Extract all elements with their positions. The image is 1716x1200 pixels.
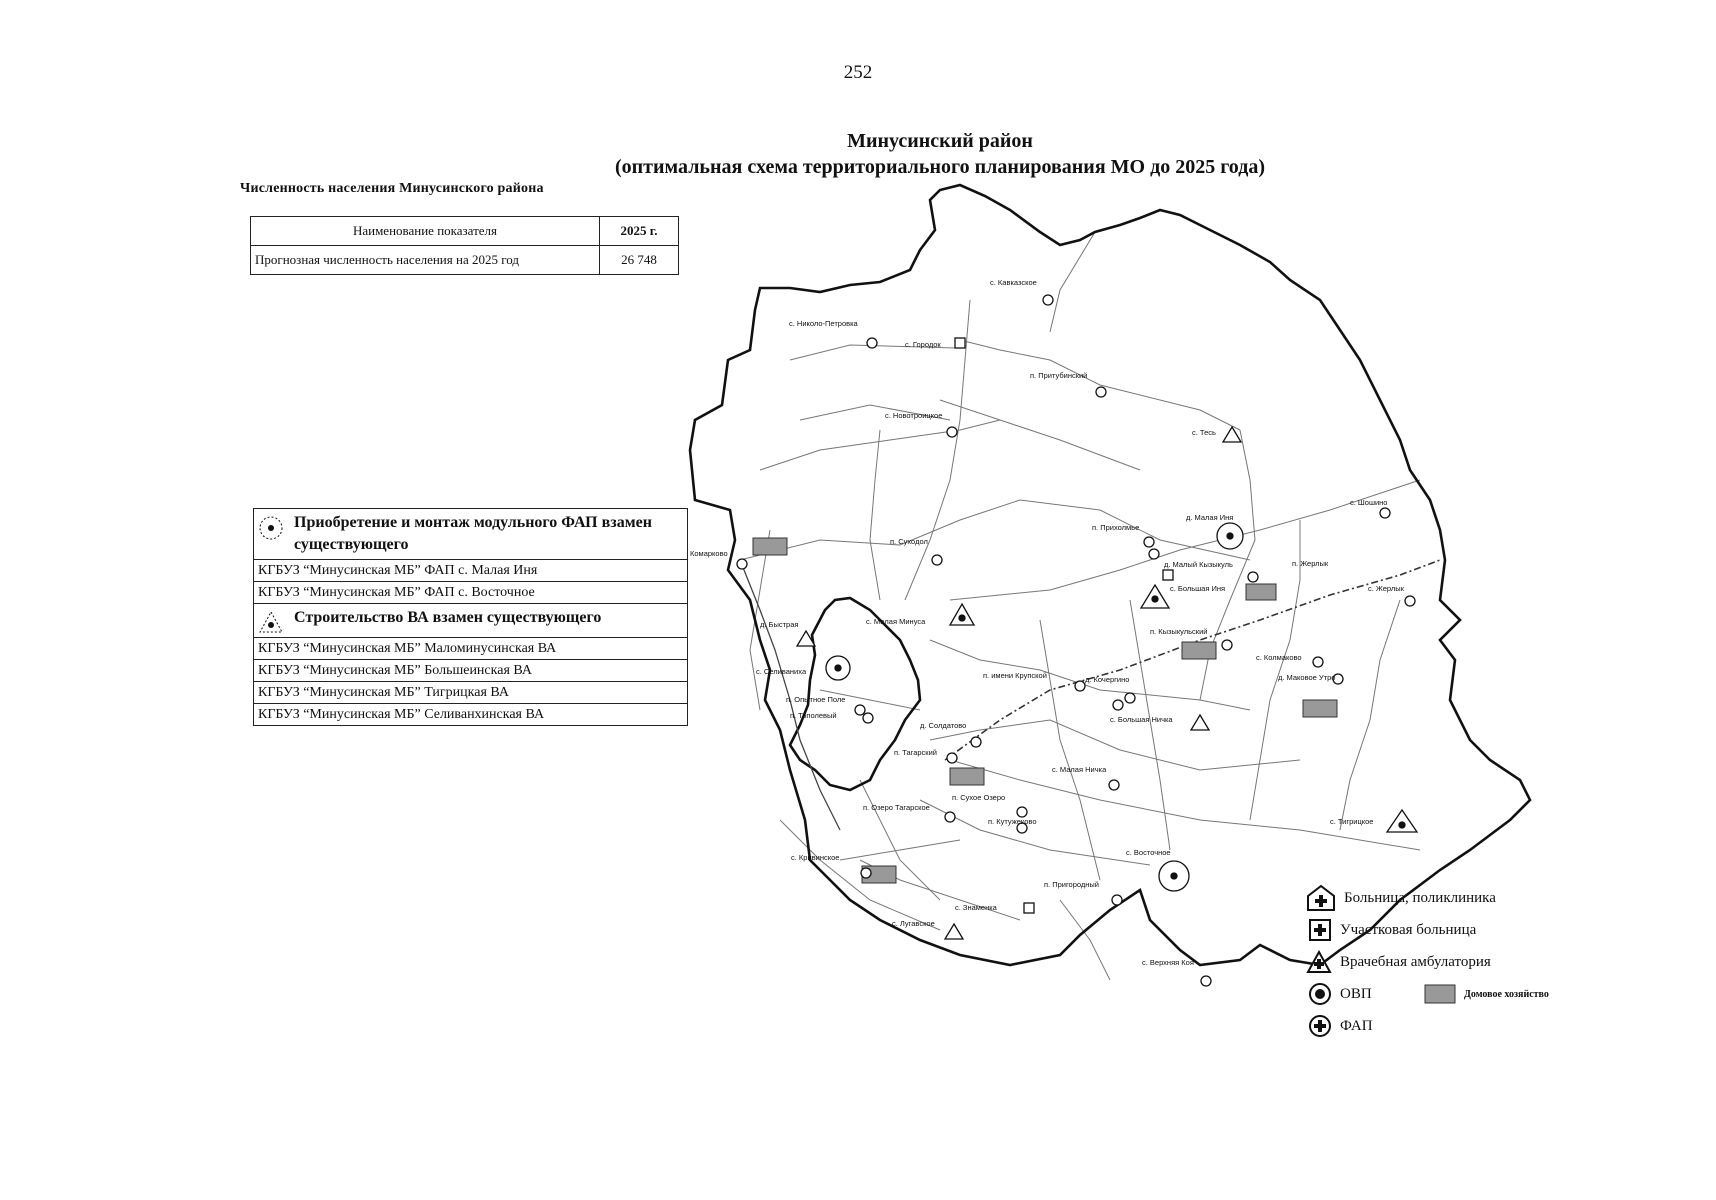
place-label: п. Тагарский — [894, 748, 937, 757]
legend-item-hospital — [1306, 884, 1496, 912]
place-label: п. Кызыкульский — [1150, 627, 1208, 636]
place-label: с. Жерлык — [1368, 584, 1404, 593]
fap-section-heading — [254, 509, 687, 560]
fap-modular-icon — [258, 515, 284, 541]
place-label: п. Кутужеково — [988, 817, 1037, 826]
list-item: КГБУЗ “Минусинская МБ” Большеинская ВА — [254, 660, 687, 682]
list-item: КГБУЗ “Минусинская МБ” ФАП с. Восточное — [254, 582, 687, 604]
place-label: п. Притубинский — [1030, 371, 1088, 380]
fap-heading-text: Приобретение и монтаж модульного ФАП взамен существующего — [294, 514, 652, 553]
legend-ovp-label: ОВП — [1340, 985, 1372, 1002]
place-label: п. Тополевый — [790, 711, 837, 720]
title-line-2: (оптимальная схема территориального планирования МО до 2025 года) — [615, 156, 1265, 178]
list-item: КГБУЗ “Минусинская МБ” Тигрицкая ВА — [254, 682, 687, 704]
place-label: с. Городок — [905, 340, 941, 349]
legend-item-ambulatory — [1306, 950, 1491, 974]
place-label: с. Шошино — [1350, 498, 1388, 507]
place-label: п. Суходол — [890, 537, 928, 546]
legend-household-label: Домовое хозяйство — [1464, 988, 1549, 1000]
place-label: п. Сухое Озеро — [952, 793, 1006, 802]
column-indicator: Наименование показателя — [251, 217, 600, 246]
household-icon — [1424, 984, 1456, 1004]
place-label: с. Верхняя Коя — [1142, 958, 1194, 967]
place-label: с. Кавказское — [990, 278, 1037, 287]
place-label: с. Лугавское — [892, 919, 935, 928]
place-label: д. Маковое Утро — [1278, 673, 1336, 682]
place-label: д. Солдатово — [920, 721, 967, 730]
place-label: д. Кочергино — [1085, 675, 1130, 684]
place-label: с. Николо-Петровка — [789, 319, 858, 328]
place-label: с. Восточное — [1126, 848, 1171, 857]
place-label: с. Знаменка — [955, 903, 997, 912]
place-label: с. Новотроицкое — [885, 411, 943, 420]
actions-table — [253, 508, 688, 726]
place-label: д. Малая Иня — [1186, 513, 1234, 522]
legend-item-district-hospital — [1308, 918, 1476, 942]
va-heading-text: Строительство ВА взамен существующего — [294, 609, 602, 626]
va-section-heading — [254, 604, 687, 638]
place-label: с. Селиванихa — [756, 667, 807, 676]
place-label: с. Тигрицкое — [1330, 817, 1374, 826]
place-label: с. Большая Иня — [1170, 584, 1226, 593]
place-label: д. Быстрая — [760, 620, 799, 629]
district-boundary — [690, 185, 1530, 965]
title-line-1: Минусинский район — [847, 130, 1033, 152]
place-label: с. Большая Ничка — [1110, 715, 1173, 724]
roads — [740, 232, 1420, 980]
list-item: КГБУЗ “Минусинская МБ” ФАП с. Малая Иня — [254, 560, 687, 582]
place-label: с. Малая Ничка — [1052, 765, 1107, 774]
place-labels — [690, 278, 1405, 967]
legend-item-fap — [1308, 1014, 1373, 1038]
household-markers — [753, 538, 1337, 883]
legend-district-hospital-label: Участковая больница — [1340, 921, 1477, 938]
place-label: п. Озеро Тагарское — [863, 803, 930, 812]
row-label: Прогнозная численность населения на 2025 год — [251, 246, 600, 275]
place-label: д. Малый Кызыкуль — [1164, 560, 1233, 569]
fap-icon — [1308, 1014, 1332, 1038]
list-item: КГБУЗ “Минусинская МБ” Селиванхинская ВА — [258, 707, 545, 722]
place-label: п. Опытное Поле — [786, 695, 846, 704]
place-label: с. Малая Минуса — [866, 617, 926, 626]
place-label: п. Пригородный — [1044, 880, 1099, 889]
place-label: с. Тесь — [1192, 428, 1216, 437]
place-label: п. Жерлык — [1292, 559, 1329, 568]
place-label: п. имени Крупской — [983, 671, 1047, 680]
legend-ambulatory-label: Врачебная амбулатория — [1340, 953, 1491, 970]
legend-item-household — [1424, 984, 1549, 1004]
list-item: КГБУЗ “Минусинская МБ” Маломинусинская ВА — [254, 638, 687, 660]
legend-hospital-label: Больница, поликлиника — [1344, 889, 1496, 906]
legend-fap-label: ФАП — [1340, 1017, 1373, 1034]
place-label: с. Колмаково — [1256, 653, 1302, 662]
page-number: 252 — [843, 62, 873, 83]
population-heading: Численность населения Минусинского района — [240, 181, 544, 196]
va-construction-icon — [258, 610, 284, 634]
column-year: 2025 г. — [600, 217, 679, 246]
place-label: с. Кривинское — [791, 853, 840, 862]
place-label: Комарково — [690, 549, 728, 558]
district-hospital-icon — [1308, 918, 1332, 942]
ambulatory-icon — [1306, 950, 1332, 974]
legend-item-ovp — [1308, 982, 1372, 1006]
ovp-icon — [1308, 982, 1332, 1006]
place-label: п. Прихолмье — [1092, 523, 1140, 532]
hospital-icon — [1306, 884, 1336, 912]
row-value: 26 748 — [600, 246, 679, 275]
